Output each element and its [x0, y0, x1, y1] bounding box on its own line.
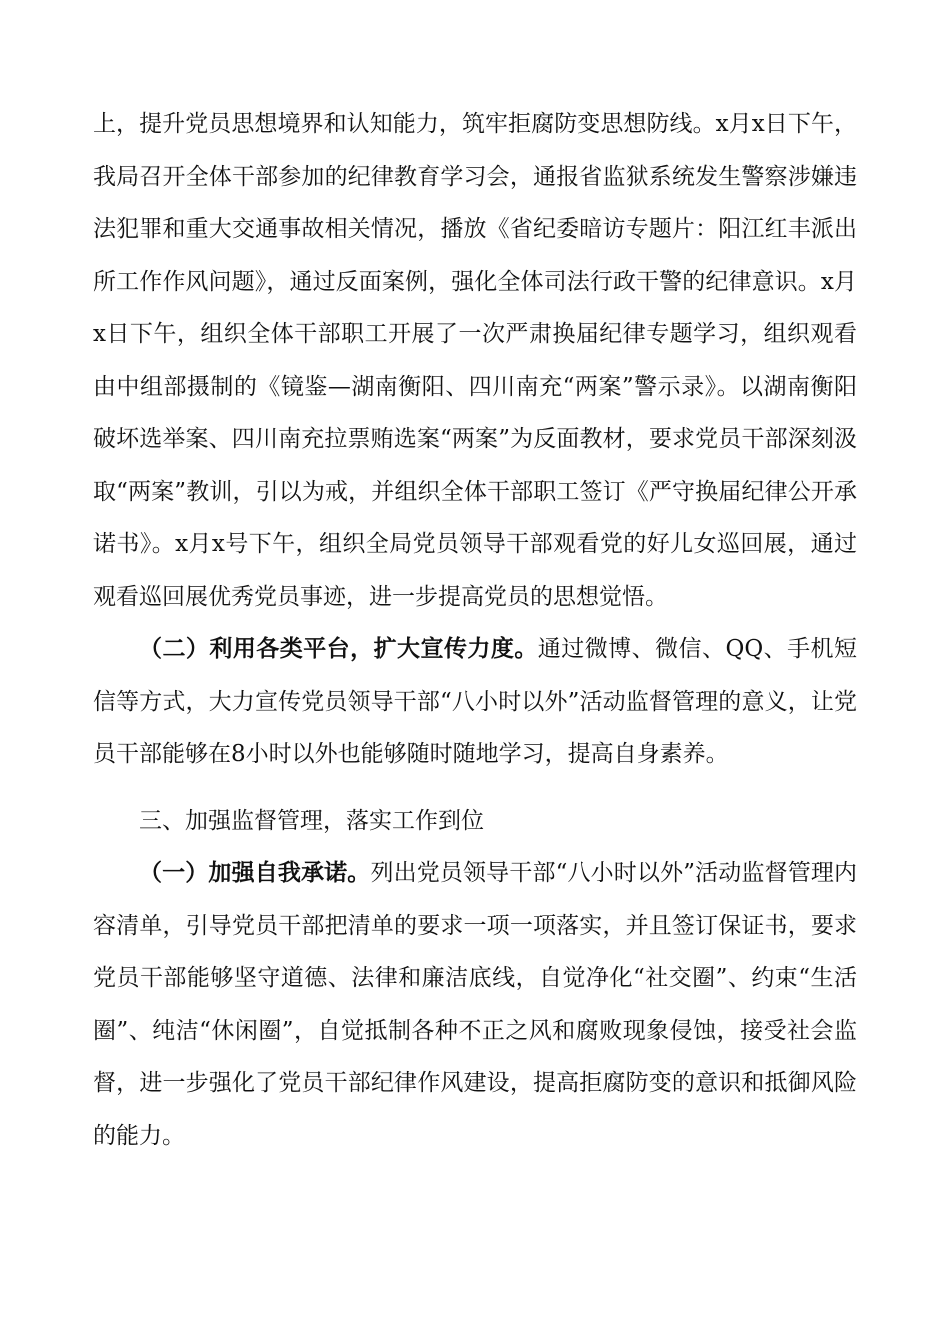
paragraph-publicity-platforms [93, 623, 857, 781]
document-page [93, 98, 857, 1162]
paragraph-text: 通过微博、微信、QQ、手机短信等方式，大力宣传党员领导干部“八小时以外”活动监督管理的意义，让党员干部能够在8小时以外也能够随时随地学习，提高自身素养。 [93, 636, 858, 767]
paragraph-text: 列出党员领导干部“八小时以外”活动监督管理内容清单，引导党员干部把清单的要求一项一项落实，并且签订保证书，要求党员干部能够坚守道德、法律和廉洁底线，自觉净化“社交圈”、约束“生活圈”、纯洁“休闲圈”，自觉抵制各种不正之风和腐败现象侵蚀，接受社会监督，进一步强化了党员干部纪律作风建设，提高拒腐防变的意识和抵御风险的能力。 [93, 860, 857, 1149]
paragraph-lead-bold: （一）加强自我承诺。 [139, 859, 371, 886]
paragraph-text: 上，提升党员思想境界和认知能力，筑牢拒腐防变思想防线。x月x日下午，我局召开全体干部参加的纪律教育学习会，通报省监狱系统发生警察涉嫌违法犯罪和重大交通事故相关情况，播放《省纪委暗访专题片：阳江红丰派出所工作作风问题》，通过反面案例，强化全体司法行政干警的纪律意识。x月x日下午，组织全体干部职工开展了一次严肃换届纪律专题学习，组织观看由中组部摄制的《镜鉴—湖南衡阳、四川南充“两案”警示录》。以湖南衡阳破坏选举案、四川南充拉票贿选案“两案”为反面教材，要求党员干部深刻汲取“两案”教训，引以为戒，并组织全体干部职工签订《严守换届纪律公开承诺书》。x月x号下午，组织全局党员领导干部观看党的好儿女巡回展，通过观看巡回展优秀党员事迹，进一步提高党员的思想觉悟。 [93, 111, 857, 610]
paragraph-lead-bold: （二）利用各类平台，扩大宣传力度。 [139, 635, 538, 662]
section-heading [93, 795, 857, 848]
paragraph-gap [93, 781, 857, 795]
paragraph-self-commitment [93, 847, 857, 1162]
paragraph-continuation [93, 98, 857, 623]
section-heading-text: 三、加强监督管理，落实工作到位 [139, 807, 484, 834]
